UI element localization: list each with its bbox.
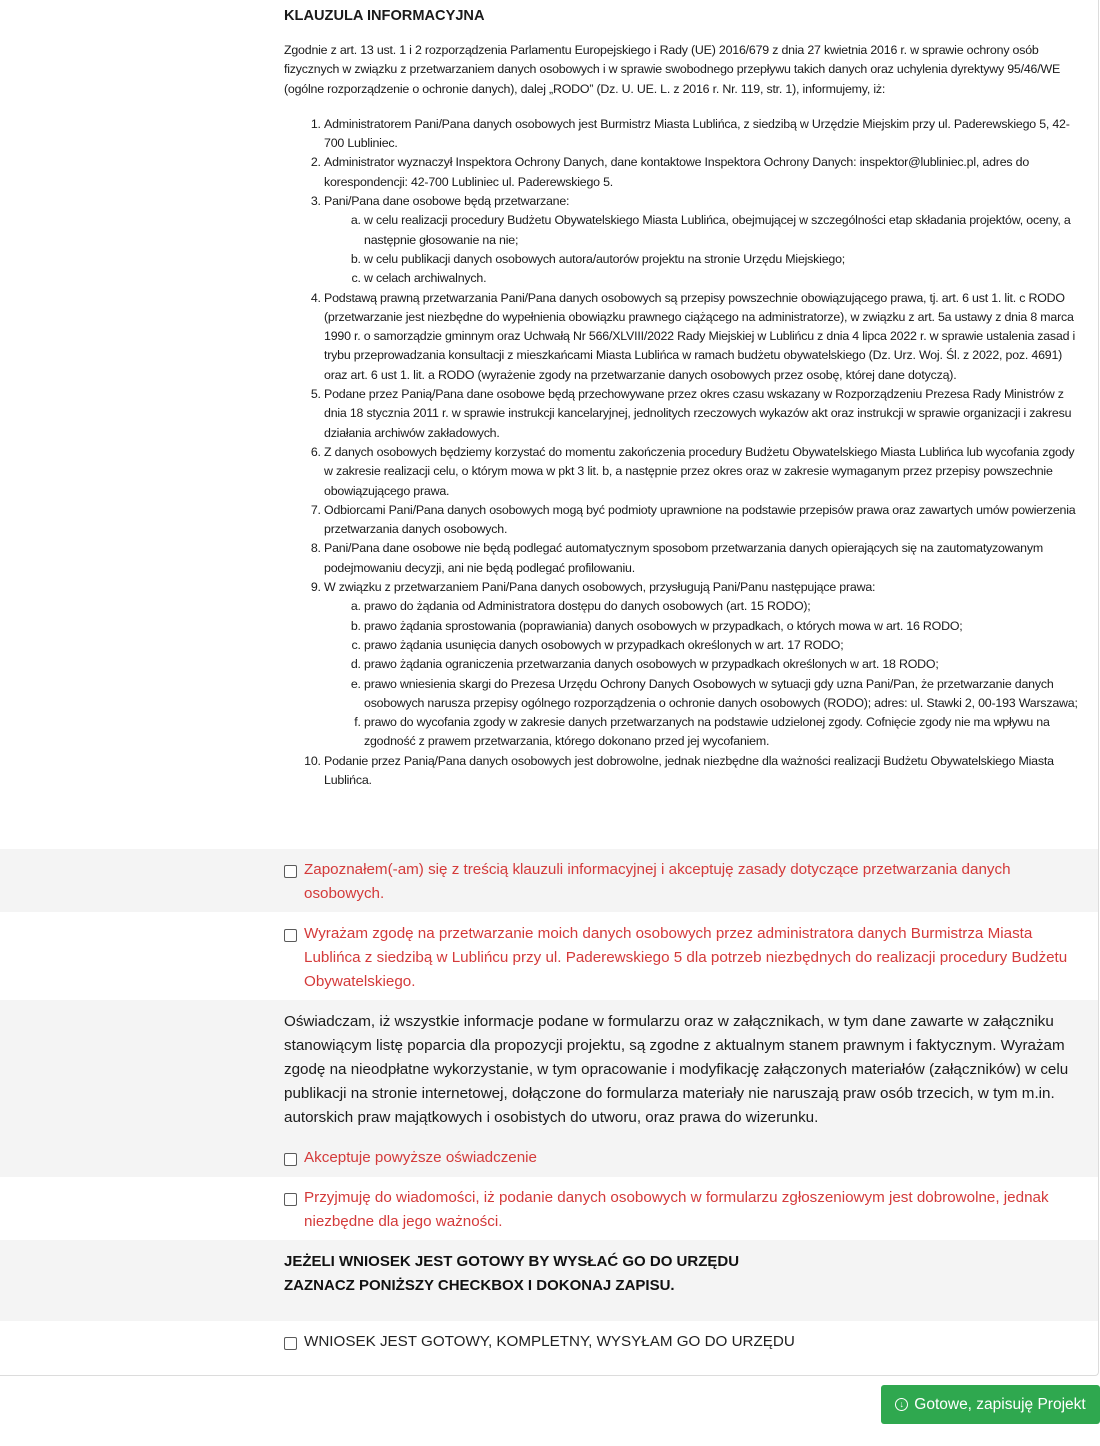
voluntary-ack-label: Przyjmuję do wiadomości, iż podanie danych osobowych w formularzu zgłoszeniowym jest dobrowolne, jednak niezbędne dla jego ważności.: [304, 1189, 1049, 1230]
clause-item: 7. Odbiorcami Pani/Pana danych osobowych mogą być podmioty uprawnione na podstawie przepisów prawa oraz zawartych umów powierzenia przetwarzania danych osobowych.: [324, 501, 1084, 540]
ready-label: WNIOSEK JEST GOTOWY, KOMPLETNY, WYSYŁAM GO DO URZĘDU: [304, 1333, 795, 1350]
circle-arrow-down-icon: ↓: [895, 1398, 908, 1411]
clause-subitem: a. prawo do żądania od Administratora dostępu do danych osobowych (art. 15 RODO);: [364, 597, 1084, 616]
notice-line-2: ZAZNACZ PONIŻSZY CHECKBOX I DOKONAJ ZAPISU.: [284, 1277, 675, 1294]
clause-item: 10. Podanie przez Panią/Pana danych osobowych jest dobrowolne, jednak niezbędne dla ważności realizacji Budżetu Obywatelskiego Miasta Lublińca.: [324, 752, 1084, 791]
information-clause: [284, 0, 1084, 790]
clause-subitem: a. w celu realizacji procedury Budżetu Obywatelskiego Miasta Lublińca, obejmującej w szczególności etap składania projektów, oceny, a następnie głosowanie na nie;: [364, 211, 1084, 250]
clause-subitem: d. prawo żądania ograniczenia przetwarzania danych osobowych w przypadkach określonych w art. 18 RODO;: [364, 655, 1084, 674]
clause-subitem: c. w celach archiwalnych.: [364, 269, 1084, 288]
clause-item: 1. Administratorem Pani/Pana danych osobowych jest Burmistrz Miasta Lublińca, z siedzibą w Urzędzie Miejskim przy ul. Paderewskiego 5, 42-700 Lubliniec.: [324, 115, 1084, 154]
processing-consent-checkbox[interactable]: [284, 929, 297, 942]
save-project-button[interactable]: [881, 1385, 1100, 1424]
ready-checkbox[interactable]: [284, 1337, 297, 1350]
clause-subitem: b. w celu publikacji danych osobowych autora/autorów projektu na stronie Urzędu Miejskiego;: [364, 250, 1084, 269]
clause-ack-label: Zapoznałem(-am) się z treścią klauzuli informacyjnej i akceptuję zasady dotyczące przetwarzania danych osobowych.: [304, 861, 1011, 902]
clause-item: 5. Podane przez Panią/Pana dane osobowe będą przechowywane przez okres czasu wskazany w Rozporządzeniu Prezesa Rady Ministrów z dnia 18 stycznia 2011 r. w sprawie instrukcji kancelaryjnej, jednolitych rzeczowych wykazów akt oraz instrukcji w sprawie organizacji i zakresu działania archiwów zakładowych.: [324, 385, 1084, 443]
clause-item: 2. Administrator wyznaczył Inspektora Ochrony Danych, dane kontaktowe Inspektora Ochrony Danych: inspektor@lubliniec.pl, adres do korespondencji: 42-700 Lubliniec ul. Paderewskiego 5.: [324, 153, 1084, 192]
clause-subitem: f. prawo do wycofania zgody w zakresie danych przetwarzanych na podstawie udzielonej zgody. Cofnięcie zgody nie ma wpływu na zgodność z prawem przetwarzania, którego dokonano przed jej wycofaniem.: [364, 713, 1084, 752]
clause-title: KLAUZULA INFORMACYJNA: [284, 8, 485, 24]
clause-list: [284, 115, 1084, 790]
notice-line-1: JEŻELI WNIOSEK JEST GOTOWY BY WYSŁAĆ GO DO URZĘDU: [284, 1253, 740, 1270]
processing-consent-checkbox-field[interactable]: [284, 922, 1089, 994]
clause-subitem: e. prawo wniesienia skargi do Prezesa Urzędu Ochrony Danych Osobowych w sytuacji gdy uzna Pani/Pan, że przetwarzanie danych osobowych narusza przepisy ogólnego rozporządzenia o ochronie danych osobowych (RODO); adres: ul. Stawki 2, 00-193 Warszawa;: [364, 675, 1084, 714]
clause-item: 6. Z danych osobowych będziemy korzystać do momentu zakończenia procedury Budżetu Obywatelskiego Miasta Lublińca lub wycofania zgody w zakresie realizacji celu, o którym mowa w pkt 3 lit. b, a następnie przez okres oraz w zakresie wymaganym przez przepisy powszechnie obowiązującego prawa.: [324, 443, 1084, 501]
declaration-accept-checkbox-field[interactable]: [284, 1146, 1089, 1170]
declaration-accept-label: Akceptuje powyższe oświadczenie: [304, 1149, 537, 1166]
declaration-text: Oświadczam, iż wszystkie informacje podane w formularzu oraz w załącznikach, w tym dane zawarte w załączniku stanowiącym listę poparcia dla propozycji projektu, są zgodne z aktualnym stanem prawnym i faktycznym. Wyrażam zgodę na nieodpłatne wykorzystanie, w tym opracowanie i modyfikację załączonych materiałów (załączników) w celu publikacji na stronie internetowej, dołączone do formularza materiały nie naruszają praw osób trzecich, w tym m.in. autorskich praw majątkowych i osobistych do utworu, oraz prawa do wizerunku.: [284, 1013, 1069, 1126]
voluntary-ack-checkbox-field[interactable]: [284, 1186, 1089, 1234]
processing-consent-label: Wyrażam zgodę na przetwarzanie moich danych osobowych przez administratora danych Burmistrza Miasta Lublińca z siedzibą w Lublińcu przy ul. Paderewskiego 5 dla potrzeb niezbędnych do realizacji procedury Budżetu Obywatelskiego.: [304, 925, 1068, 990]
clause-item: 8. Pani/Pana dane osobowe nie będą podlegać automatycznym sposobom przetwarzania danych opierających się na zautomatyzowanym podejmowaniu decyzji, ani nie będą podlegać profilowaniu.: [324, 539, 1084, 578]
clause-item: 3. Pani/Pana dane osobowe będą przetwarzane: a. w celu realizacji procedury Budżetu Obywatelskiego Miasta Lublińca, obejmującej w szczególności etap składania projektów, oceny, a następnie głosowanie na nie; b. w celu publikacji danych osobowych autora/autorów projektu na stronie Urzędu Miejskiego; c. w celach archiwalnych.: [324, 192, 1084, 288]
clause-sublist: [324, 597, 1084, 751]
clause-item: 4. Podstawą prawną przetwarzania Pani/Pana danych osobowych są przepisy powszechnie obowiązującego prawa, tj. art. 6 ust 1. lit. c RODO (przetwarzanie jest niezbędne do wypełnienia obowiązku prawnego ciążącego na administratorze), w związku z art. 5a ustawy z dnia 8 marca 1990 r. o samorządzie gminnym oraz Uchwałą Nr 566/XLVIII/2022 Rady Miejskiej w Lublińcu z dnia 4 lipca 2022 r. w sprawie ustalenia zasad i trybu przeprowadzania konsultacji z mieszkańcami Miasta Lublińca w ramach budżetu obywatelskiego (Dz. Urz. Woj. Śl. z 2022, poz. 4691) oraz art. 6 ust 1. lit. a RODO (wyrażenie zgody na przetwarzanie danych osobowych przez osobę, której dane dotyczą).: [324, 289, 1084, 385]
clause-subitem: b. prawo żądania sprostowania (poprawiania) danych osobowych w przypadkach, o których mowa w art. 16 RODO;: [364, 617, 1084, 636]
clause-ack-checkbox[interactable]: [284, 865, 297, 878]
voluntary-ack-checkbox[interactable]: [284, 1193, 297, 1206]
clause-ack-checkbox-field[interactable]: [284, 858, 1089, 906]
submission-notice: [284, 1250, 739, 1298]
clause-sublist: [324, 211, 1084, 288]
clause-item: 9. W związku z przetwarzaniem Pani/Pana danych osobowych, przysługują Pani/Panu następujące prawa: a. prawo do żądania od Administratora dostępu do danych osobowych (art. 15 RODO); b. prawo żądania sprostowania (poprawiania) danych osobowych w przypadkach, o których mowa w art. 16 RODO; c. prawo żądania usunięcia danych osobowych w przypadkach określonych w art. 17 RODO; d. prawo żądania ograniczenia przetwarzania danych osobowych w przypadkach określonych w art. 18 RODO; e. prawo wniesienia skargi do Prezesa Urzędu Ochrony Danych Osobowych w sytuacji gdy uzna Pani/Pan, że przetwarzanie danych osobowych narusza przepisy ogólnego rozporządzenia o ochronie danych osobowych (RODO); adres: ul. Stawki 2, 00-193 Warszawa; f. prawo do wycofania zgody w zakresie danych przetwarzanych na podstawie udzielonej zgody. Cofnięcie zgody nie ma wpływu na zgodność z prawem przetwarzania, którego dokonano przed jej wycofaniem.: [324, 578, 1084, 752]
ready-checkbox-field[interactable]: [284, 1330, 1089, 1354]
save-project-label: Gotowe, zapisuję Projekt: [914, 1395, 1086, 1413]
declaration-accept-checkbox[interactable]: [284, 1153, 297, 1166]
clause-intro: Zgodnie z art. 13 ust. 1 i 2 rozporządzenia Parlamentu Europejskiego i Rady (UE) 2016/679 z dnia 27 kwietnia 2016 r. w sprawie ochrony osób fizycznych w związku z przetwarzaniem danych osobowych i w sprawie swobodnego przepływu takich danych oraz uchylenia dyrektywy 95/46/WE (ogólne rozporządzenie o ochronie danych), dalej „RODO” (Dz. U. UE. L. z 2016 r. Nr. 119, str. 1), informujemy, iż:: [284, 43, 1061, 96]
clause-subitem: c. prawo żądania usunięcia danych osobowych w przypadkach określonych w art. 17 RODO;: [364, 636, 1084, 655]
